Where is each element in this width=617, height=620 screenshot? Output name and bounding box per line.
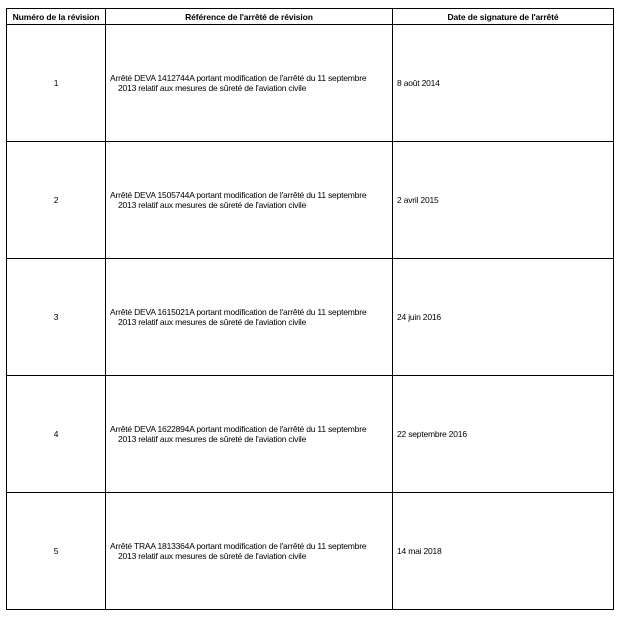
header-signature-date: Date de signature de l'arrêté	[393, 9, 614, 25]
revision-number-cell: 3	[7, 259, 106, 376]
table-header	[7, 9, 614, 25]
table-row	[7, 376, 614, 493]
revision-reference-cell	[106, 493, 393, 610]
revision-reference-cell	[106, 259, 393, 376]
table-row	[7, 493, 614, 610]
revision-number-cell: 5	[7, 493, 106, 610]
revisions-table	[6, 8, 614, 610]
signature-date-cell: 24 juin 2016	[393, 259, 614, 376]
reference-line-1: Arrêté DEVA 1622894A portant modification de l'arrêté du 11 septembre	[110, 424, 367, 434]
table-row	[7, 25, 614, 142]
revision-number-cell: 1	[7, 25, 106, 142]
signature-date-cell: 8 août 2014	[393, 25, 614, 142]
reference-line-1: Arrêté TRAA 1813364A portant modification de l'arrêté du 11 septembre	[110, 541, 367, 551]
revision-reference-cell	[106, 142, 393, 259]
reference-line-1: Arrêté DEVA 1412744A portant modification de l'arrêté du 11 septembre	[110, 73, 367, 83]
revision-number-cell: 2	[7, 142, 106, 259]
signature-date-cell: 14 mai 2018	[393, 493, 614, 610]
signature-date-cell: 22 septembre 2016	[393, 376, 614, 493]
table-body	[7, 25, 614, 610]
reference-line-2: 2013 relatif aux mesures de sûreté de l'aviation civile	[118, 200, 307, 210]
revision-reference-cell	[106, 376, 393, 493]
header-revision-reference: Référence de l'arrêté de révision	[106, 9, 393, 25]
reference-line-1: Arrêté DEVA 1615021A portant modification de l'arrêté du 11 septembre	[110, 307, 367, 317]
signature-date-cell: 2 avril 2015	[393, 142, 614, 259]
reference-line-2: 2013 relatif aux mesures de sûreté de l'aviation civile	[118, 83, 307, 93]
reference-line-2: 2013 relatif aux mesures de sûreté de l'aviation civile	[118, 434, 307, 444]
reference-line-2: 2013 relatif aux mesures de sûreté de l'aviation civile	[118, 317, 307, 327]
revision-reference-cell	[106, 25, 393, 142]
header-revision-number: Numéro de la révision	[7, 9, 106, 25]
revision-number-cell: 4	[7, 376, 106, 493]
table-row	[7, 142, 614, 259]
reference-line-2: 2013 relatif aux mesures de sûreté de l'aviation civile	[118, 551, 307, 561]
reference-line-1: Arrêté DEVA 1505744A portant modification de l'arrêté du 11 septembre	[110, 190, 367, 200]
header-row	[7, 9, 614, 25]
table-row	[7, 259, 614, 376]
